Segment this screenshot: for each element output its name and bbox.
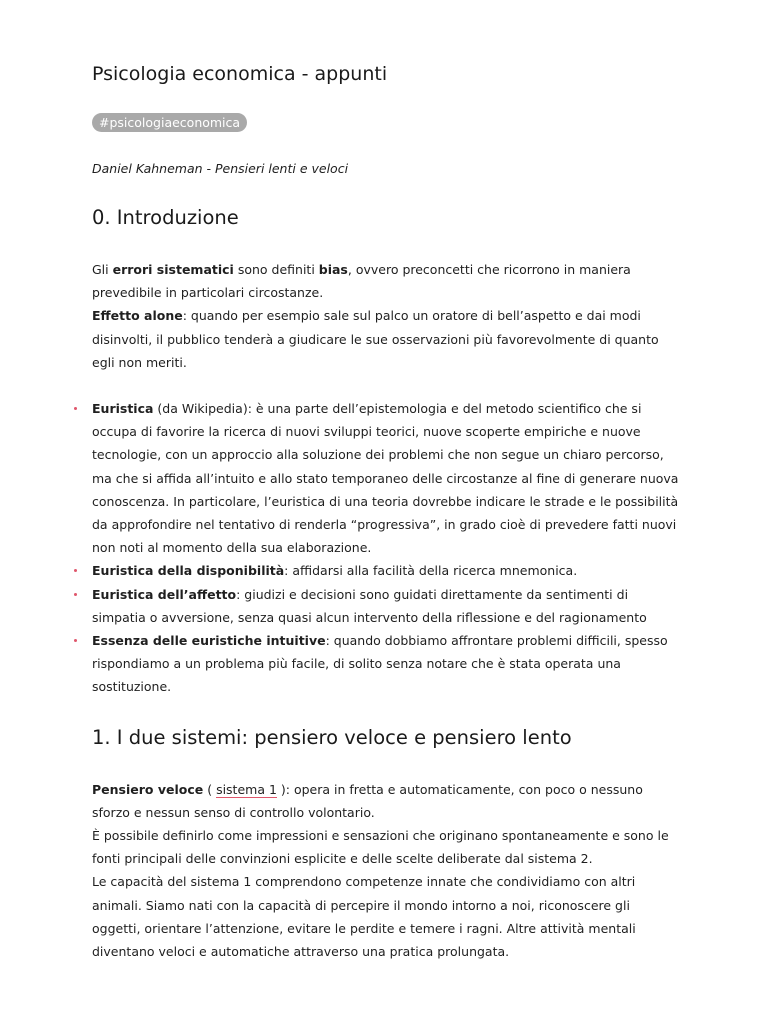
text-run: ( (203, 781, 217, 797)
list-item (92, 559, 682, 582)
text-run: È possibile definirlo come impressioni e sensazioni che originano spontaneamente e sono le fonti principali delle convinzioni esplicite e delle scelte deliberate dal sistema 2. (92, 828, 669, 867)
text-run: Gli (92, 262, 113, 277)
list-item (92, 629, 682, 699)
bold-term: Pensiero veloce (92, 781, 204, 797)
bold-term: Essenza delle euristiche intuitive (92, 633, 326, 649)
document-content (92, 60, 682, 963)
text-run: ): opera in fretta e automaticamente, con poco o nessuno sforzo e nessun senso di controllo volontario. (92, 781, 643, 820)
text-run: sono definiti (233, 262, 319, 277)
source-citation: Daniel Kahneman - Pensieri lenti e veloci (92, 161, 349, 176)
text-run: : affidarsi alla facilità della ricerca mnemonica. (284, 563, 578, 579)
heading-introduzione: 0. Introduzione (92, 206, 239, 229)
text-run: (da Wikipedia): è una parte dell’epistemologia e del metodo scientifico che si occupa di favorire la ricerca di nuovi sviluppi teorici, nuove scoperte empiriche e nuove tecnologie, con un approccio alla soluzione dei problemi che non segue un chiaro percorso, ma che si affida all’intuito e allo stato temporaneo delle circostanze al fine di generare nuova conoscenza. In particolare, l’euristica di una teoria dovrebbe indicare le strade e le possibilità da approfondire nel tentativo di renderla “progressiva”, in grado cioè di prevedere fatti nuovi non noti al momento della sua elaborazione. (92, 401, 679, 556)
sistema-1-link[interactable]: sistema 1 (216, 781, 277, 797)
text-run: Le capacità del sistema 1 comprendono competenze innate che condividiamo con altri animali. Siamo nati con la capacità di percepire il mondo intorno a noi, riconoscere gli oggetti, orientare l’attenzione, evitare le perdite e temere i ragni. Altre attività mentali diventano veloci e automatiche attraverso una pratica prolungata. (92, 874, 636, 960)
heading-due-sistemi: 1. I due sistemi: pensiero veloce e pensiero lento (92, 725, 572, 749)
bold-term: Euristica (92, 401, 154, 417)
text-run: : quando per esempio sale sul palco un oratore di bell’aspetto e dai modi disinvolti, il pubblico tenderà a giudicare le sue osservazioni più favorevolmente di quanto egli non meriti. (92, 308, 659, 370)
intro-paragraph (92, 258, 682, 374)
bold-term: Euristica della disponibilità (92, 563, 285, 579)
text-run: : quando dobbiamo affrontare problemi difficili, spesso rispondiamo a un problema più facile, di solito senza notare che è stata operata una sostituzione. (92, 633, 668, 695)
bold-term: Euristica dell’affetto (92, 586, 237, 602)
list-item (92, 397, 682, 559)
hashtag-badge[interactable]: #psicologiaeconomica (92, 113, 247, 132)
euristiche-list (92, 397, 682, 699)
text-run: , ovvero preconcetti che ricorrono in maniera prevedibile in particolari circostanze. (92, 262, 631, 301)
page-title: Psicologia economica - appunti (92, 63, 388, 85)
text-run: : giudizi e decisioni sono guidati direttamente da sentimenti di simpatia o avversione, senza quasi alcun intervento della riflessione e del ragionamento (92, 586, 647, 625)
bold-term: errori sistematici (112, 262, 234, 277)
list-item (92, 583, 682, 629)
bold-term: bias (318, 262, 348, 277)
systems-paragraph (92, 778, 682, 964)
bold-term: Effetto alone (92, 308, 183, 324)
